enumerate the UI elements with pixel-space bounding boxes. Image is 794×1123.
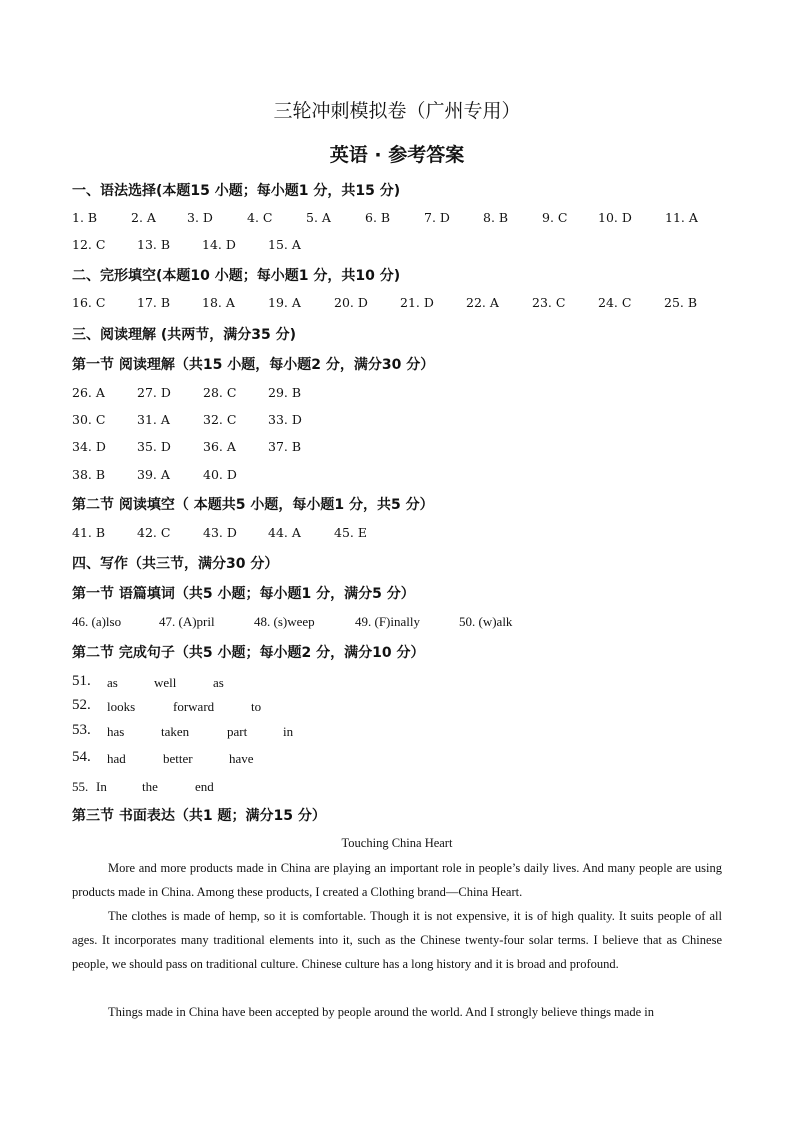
sentence-number: 54. <box>72 749 91 765</box>
answer-item: 20. D <box>334 295 368 310</box>
answer-word: taken <box>161 724 190 739</box>
answer-item: 34. D <box>72 439 106 454</box>
answer-item: 7. D <box>424 210 450 225</box>
answer-item: 9. C <box>542 210 568 225</box>
answer-item: 12. C <box>72 237 106 252</box>
doc-title: 三轮冲刺模拟卷（广州专用） <box>273 100 521 122</box>
answer-item: 3. D <box>187 210 213 225</box>
answer-word: In <box>96 779 107 794</box>
answer-item: 24. C <box>598 295 632 310</box>
sentence-number: 53. <box>72 722 91 738</box>
answer-item: 11. A <box>665 210 698 225</box>
answer-item: 41. B <box>72 525 106 540</box>
answer-item: 31. A <box>137 412 170 427</box>
answer-item: 43. D <box>203 525 237 540</box>
answer-item: 50. (w)alk <box>459 614 513 629</box>
answer-item: 25. B <box>664 295 698 310</box>
answer-item: 10. D <box>598 210 632 225</box>
sentence-number: 51. <box>72 673 91 689</box>
answer-item: 42. C <box>137 525 171 540</box>
section-header-writing: 四、写作（共三节，满分30 分） <box>72 556 279 572</box>
answer-word: as <box>213 675 224 690</box>
answer-item: 1. B <box>72 210 98 225</box>
subsection-header-written-expression: 第三节 书面表达（共1 题；满分15 分） <box>72 808 326 824</box>
answer-item: 48. (s)weep <box>254 614 315 629</box>
answer-item: 28. C <box>203 385 237 400</box>
answer-item: 46. (a)lso <box>72 614 122 629</box>
answer-item: 40. D <box>203 467 237 482</box>
sentence-number: 55. <box>72 779 89 794</box>
doc-subtitle: 英语 · 参考答案 <box>329 144 465 166</box>
answer-word: as <box>107 675 118 690</box>
answer-item: 18. A <box>202 295 235 310</box>
subsection-header-reading-comprehension: 第一节 阅读理解（共15 小题，每小题2 分，满分30 分） <box>72 357 435 373</box>
answer-item: 38. B <box>72 467 106 482</box>
answer-word: have <box>229 751 254 766</box>
answer-item: 30. C <box>72 412 106 427</box>
answer-item: 37. B <box>268 439 302 454</box>
answer-word: in <box>283 724 294 739</box>
answer-word: looks <box>107 699 136 714</box>
answer-item: 39. A <box>137 467 170 482</box>
answer-item: 29. B <box>268 385 302 400</box>
answer-word: well <box>154 675 177 690</box>
answer-item: 44. A <box>268 525 301 540</box>
section-header-cloze: 二、完形填空(本题10 小题；每小题1 分，共10 分) <box>72 268 401 284</box>
essay-title: Touching China Heart <box>341 836 453 850</box>
answer-item: 21. D <box>400 295 434 310</box>
answer-item: 49. (F)inally <box>355 614 420 629</box>
answer-item: 6. B <box>365 210 391 225</box>
essay-paragraph: Things made in China have been accepted by people around the world. And I strongly believe things made in <box>108 1005 655 1019</box>
answer-item: 2. A <box>131 210 156 225</box>
section-header-reading: 三、阅读理解 (共两节，满分35 分) <box>72 327 297 343</box>
answer-item: 17. B <box>137 295 171 310</box>
subsection-header-complete-sentences: 第二节 完成句子（共5 小题；每小题2 分，满分10 分） <box>72 645 425 661</box>
answer-item: 33. D <box>268 412 302 427</box>
section-header-grammar: 一、语法选择(本题15 小题；每小题1 分，共15 分) <box>72 183 401 199</box>
essay-paragraph: More and more products made in China are playing an important role in people’s daily lives. And many people are using products made in China. Among these products, I created a Clothing brand—China Heart. <box>72 861 722 899</box>
answer-word: to <box>251 699 262 714</box>
answer-word: part <box>227 724 248 739</box>
answer-word: has <box>107 724 125 739</box>
answer-item: 47. (A)pril <box>159 614 215 629</box>
answer-word: the <box>142 779 158 794</box>
answer-item: 8. B <box>483 210 509 225</box>
answer-item: 36. A <box>203 439 236 454</box>
answer-item: 4. C <box>247 210 273 225</box>
answer-item: 19. A <box>268 295 301 310</box>
answer-item: 26. A <box>72 385 105 400</box>
answer-item: 15. A <box>268 237 301 252</box>
sentence-number: 52. <box>72 697 91 713</box>
answer-item: 23. C <box>532 295 566 310</box>
answer-item: 14. D <box>202 237 236 252</box>
answer-item: 27. D <box>137 385 171 400</box>
answer-item: 45. E <box>334 525 367 540</box>
answer-word: better <box>163 751 193 766</box>
answer-item: 13. B <box>137 237 171 252</box>
answer-item: 32. C <box>203 412 237 427</box>
answer-item: 5. A <box>306 210 331 225</box>
answer-item: 35. D <box>137 439 171 454</box>
answer-word: end <box>195 779 214 794</box>
answer-word: forward <box>173 699 215 714</box>
subsection-header-word-fill: 第一节 语篇填词（共5 小题；每小题1 分，满分5 分） <box>72 586 415 602</box>
answer-item: 16. C <box>72 295 106 310</box>
subsection-header-reading-fill: 第二节 阅读填空（ 本题共5 小题，每小题1 分，共5 分） <box>72 497 434 513</box>
answer-item: 22. A <box>466 295 499 310</box>
essay-paragraph: The clothes is made of hemp, so it is comfortable. Though it is not expensive, it is of high quality. It suits people of all ages. It incorporates many traditional elements into it, such as the Chinese twenty-four solar terms. I believe that as Chinese people, we should pass on traditional culture. Chinese culture has a long history and it is broad and profound. <box>72 909 722 971</box>
answer-word: had <box>107 751 126 766</box>
